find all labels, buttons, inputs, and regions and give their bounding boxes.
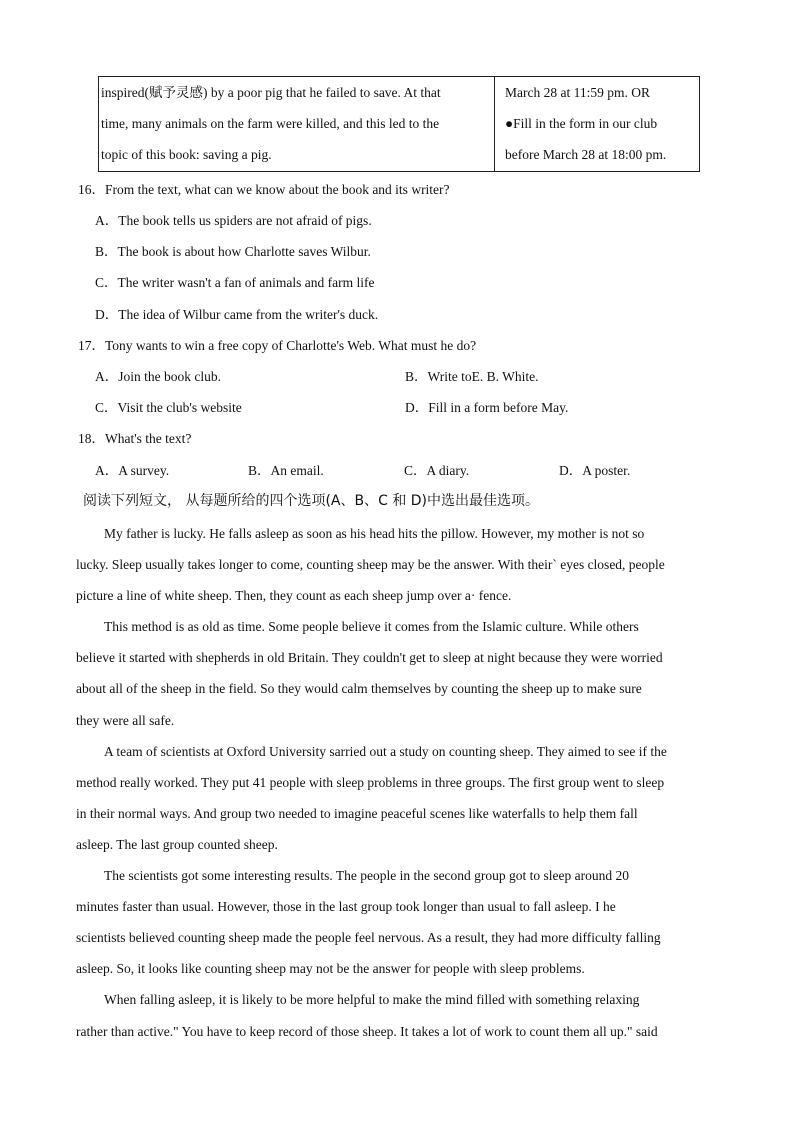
- question-16-option-c: C．The writer wasn't a fan of animals and farm life: [95, 275, 375, 290]
- question-16-option-d: D．The idea of Wilbur came from the writer's duck.: [95, 307, 379, 322]
- table-right-line: before March 28 at 18:00 pm.: [505, 147, 667, 162]
- question-17-option-c: C．Visit the club's website: [95, 400, 242, 415]
- passage-line: asleep. The last group counted sheep.: [76, 836, 278, 852]
- passage-line: picture a line of white sheep. Then, they count as each sheep jump over a· fence.: [76, 588, 512, 604]
- question-18-option-c: C．A diary.: [404, 463, 470, 478]
- passage-line: they were all safe.: [76, 712, 175, 728]
- info-table: [98, 76, 700, 172]
- table-cell-left: [99, 77, 495, 172]
- passage-line: lucky. Sleep usually takes longer to come, counting sheep may be the answer. With their` eyes closed, people: [76, 557, 665, 573]
- question-18-stem: 18．What's the text?: [78, 431, 192, 446]
- question-18-option-d: D．A poster.: [559, 463, 631, 478]
- passage-line: My father is lucky. He falls asleep as soon as his head hits the pillow. However, my mother is not so: [104, 526, 645, 541]
- question-17-option-b: B．Write toE. B. White.: [405, 369, 539, 384]
- question-16-option-b: B．The book is about how Charlotte saves Wilbur.: [95, 244, 371, 259]
- reading-instruction: 阅读下列短文， 从每题所给的四个选项(A、B、C 和 D)中选出最佳选项。: [83, 493, 540, 509]
- table-left-line: inspired(赋予灵感) by a poor pig that he failed to save. At that: [101, 85, 441, 100]
- question-17-option-a: A．Join the book club.: [95, 369, 221, 384]
- passage-line: minutes faster than usual. However, those in the last group took longer than usual to fall asleep. I he: [76, 899, 616, 915]
- passage-line: This method is as old as time. Some people believe it comes from the Islamic culture. While others: [104, 619, 639, 635]
- table-left-line: time, many animals on the farm were killed, and this led to the: [101, 116, 440, 131]
- passage-line: When falling asleep, it is likely to be more helpful to make the mind filled with something relaxing: [104, 992, 640, 1008]
- passage-line: believe it started with shepherds in old Britain. They couldn't get to sleep at night because they were worried: [76, 650, 663, 666]
- passage-line: method really worked. They put 41 people with sleep problems in three groups. The first group went to sleep: [76, 774, 665, 790]
- question-18-option-b: B．An email.: [248, 463, 324, 478]
- question-17-stem: 17．Tony wants to win a free copy of Charlotte's Web. What must he do?: [78, 338, 477, 353]
- table-cell-right: [495, 77, 700, 172]
- question-16-option-a: A．The book tells us spiders are not afraid of pigs.: [95, 213, 372, 228]
- info-table-grid: [98, 76, 700, 172]
- table-left-line: topic of this book: saving a pig.: [101, 147, 272, 162]
- passage-line: in their normal ways. And group two needed to imagine peaceful scenes like waterfalls to help them fall: [76, 805, 638, 821]
- passage-line: scientists believed counting sheep made the people feel nervous. As a result, they had more difficulty falling: [76, 930, 661, 946]
- passage-line: about all of the sheep in the field. So they would calm themselves by counting the sheep up to make sure: [76, 681, 642, 697]
- question-17-option-d: D．Fill in a form before May.: [405, 400, 569, 415]
- question-18-option-a: A．A survey.: [95, 463, 170, 478]
- passage-line: rather than active." You have to keep record of those sheep. It takes a lot of work to count them all up." said: [76, 1023, 658, 1039]
- question-16-stem: 16．From the text, what can we know about the book and its writer?: [78, 182, 450, 197]
- passage-line: A team of scientists at Oxford University sarried out a study on counting sheep. They aimed to see if the: [104, 743, 667, 759]
- table-right-line: March 28 at 11:59 pm. OR: [505, 85, 650, 100]
- passage-line: The scientists got some interesting results. The people in the second group got to sleep around 20: [104, 868, 630, 884]
- table-right-line: ●Fill in the form in our club: [505, 116, 658, 131]
- passage-line: asleep. So, it looks like counting sheep may not be the answer for people with sleep problems.: [76, 961, 585, 977]
- reading-passage: [76, 518, 718, 1047]
